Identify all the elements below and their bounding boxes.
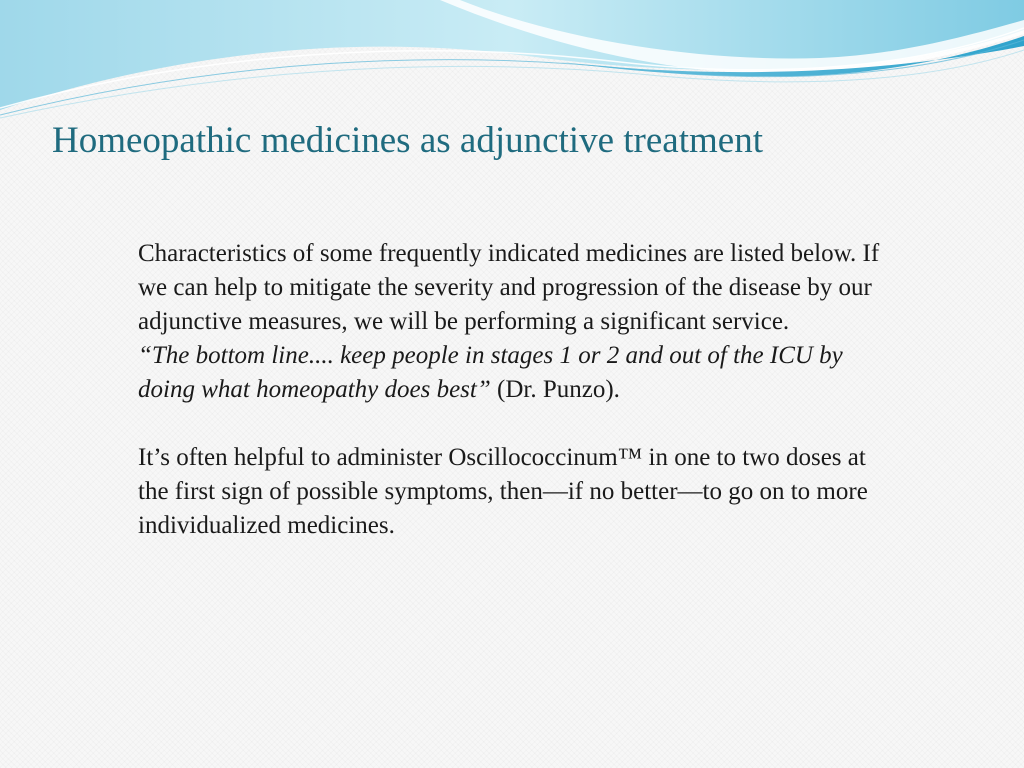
- slide-title: Homeopathic medicines as adjunctive treatment: [52, 120, 763, 161]
- quote-paragraph: [138, 339, 898, 407]
- slide-body: [138, 237, 898, 543]
- paragraph-spacer: [138, 407, 898, 441]
- intro-paragraph: Characteristics of some frequently indicated medicines are listed below. If we can help to mitigate the severity and progression of the disease by our adjunctive measures, we will be performing a significant service.: [138, 240, 880, 335]
- oscillococcinum-paragraph: It’s often helpful to administer Oscillococcinum™ in one to two doses at the first sign of possible symptoms, then—if no better—to go on to more individualized medicines.: [138, 444, 868, 539]
- punzo-quote: “The bottom line.... keep people in stages 1 or 2 and out of the ICU by doing what homeopathy does best”: [138, 342, 843, 403]
- wave-header-decoration: [0, 0, 1024, 120]
- quote-attribution: (Dr. Punzo).: [490, 376, 620, 403]
